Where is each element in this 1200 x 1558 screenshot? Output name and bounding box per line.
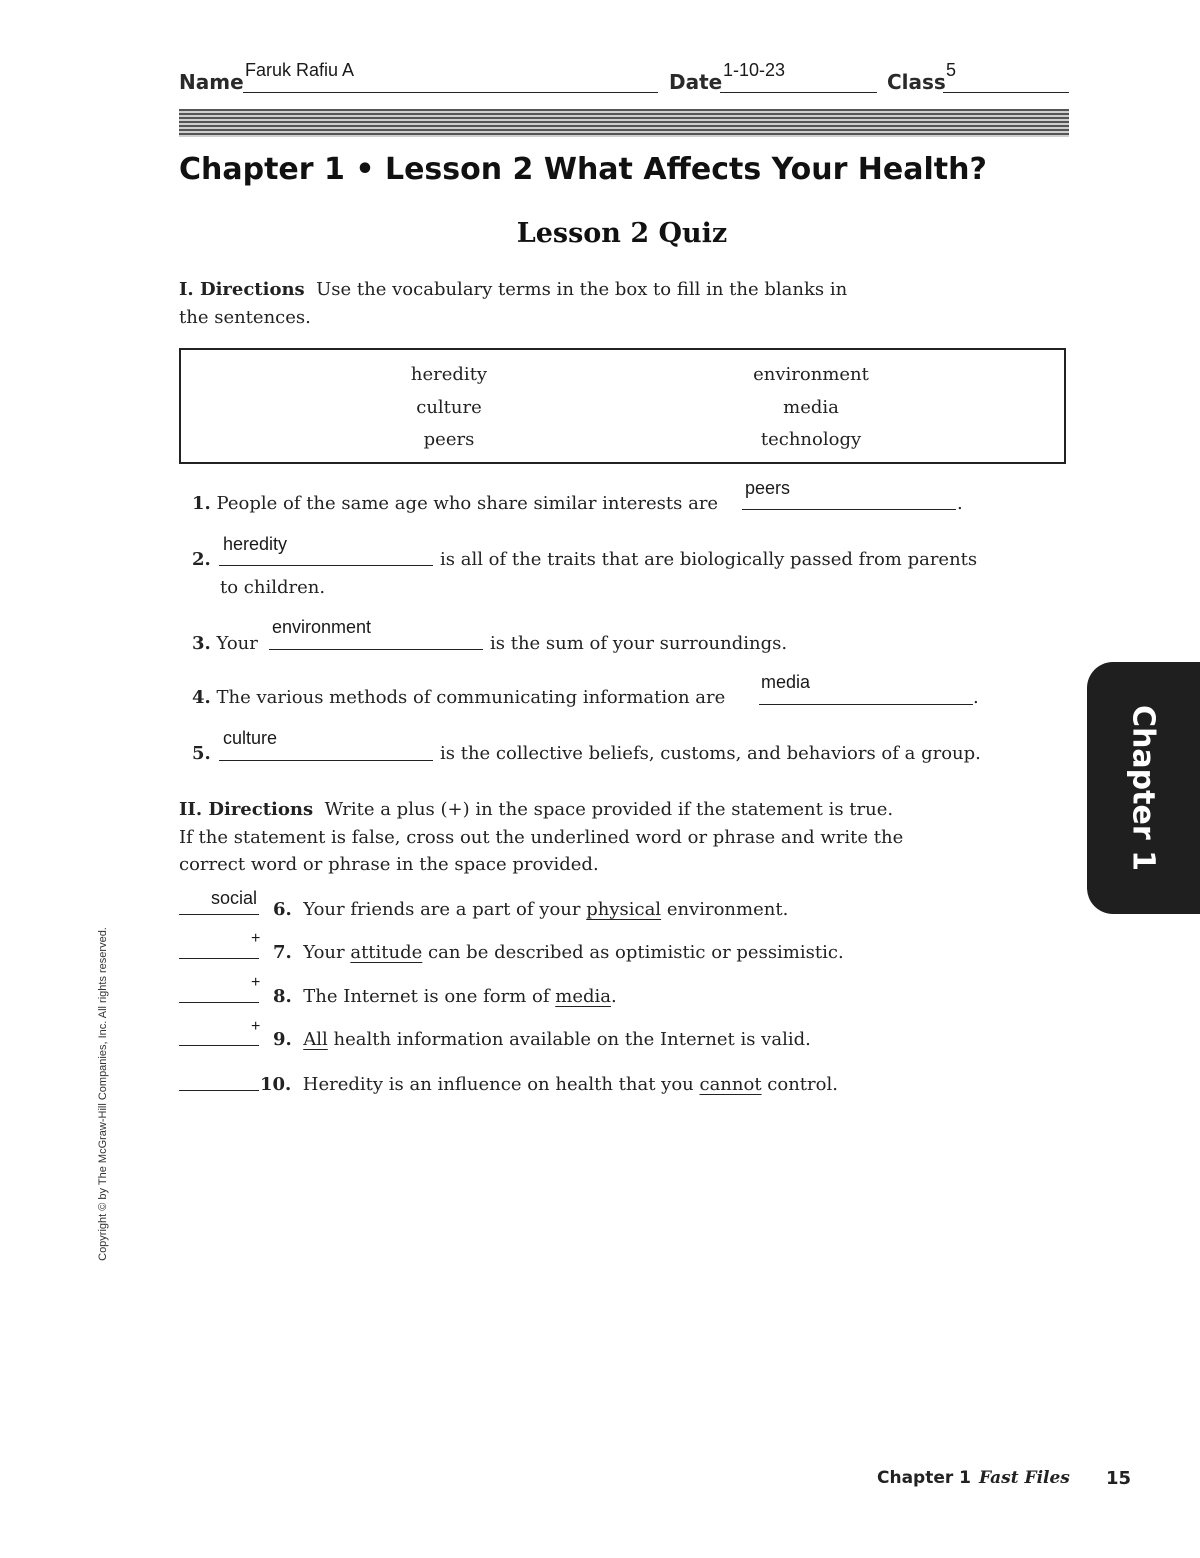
question-number: 10. (260, 1074, 292, 1095)
question-10 (260, 1071, 838, 1099)
question-text: The various methods of communicating information are (216, 687, 726, 708)
question-number: 8. (273, 986, 292, 1007)
answer-4[interactable]: media (761, 672, 811, 692)
answer-blank[interactable] (219, 760, 433, 761)
copyright-notice: Copyright © by The McGraw-Hill Companies, Inc. All rights reserved. (97, 927, 109, 1261)
question-text: The Internet is one form of (303, 986, 550, 1007)
answer-9[interactable]: + (251, 1018, 261, 1035)
question-text: Your (303, 942, 345, 963)
vocab-word: environment (753, 364, 869, 385)
answer-blank[interactable] (219, 565, 433, 566)
question-number: 4. (192, 687, 211, 708)
vocabulary-box (179, 348, 1066, 464)
question-number: 6. (273, 899, 292, 920)
question-text-line2: to children. (220, 577, 326, 598)
underlined-term[interactable]: All (303, 1029, 328, 1050)
date-label: Date (669, 70, 723, 94)
vocab-word: technology (760, 429, 862, 450)
header-stripe-band (179, 109, 1069, 137)
underlined-term[interactable]: physical (586, 899, 662, 920)
answer-blank[interactable] (742, 509, 956, 510)
question-9 (273, 1026, 811, 1054)
question-number: 3. (192, 633, 211, 654)
answer-blank[interactable] (179, 958, 259, 959)
answer-1[interactable]: peers (745, 478, 791, 498)
class-label: Class (887, 70, 946, 94)
answer-blank[interactable] (269, 649, 483, 650)
question-4 (192, 684, 725, 712)
question-text: environment. (666, 899, 789, 920)
part1-directions-line2: the sentences. (179, 307, 311, 328)
underlined-term[interactable]: cannot (699, 1074, 762, 1095)
question-number: 5. (192, 743, 211, 764)
answer-2[interactable]: heredity (223, 534, 288, 554)
part2-directions-text: Write a plus (+) in the space provided if the statement is true. (324, 799, 894, 820)
answer-3[interactable]: environment (272, 617, 372, 637)
question-number: 2. (192, 549, 211, 570)
quiz-title: Lesson 2 Quiz (516, 218, 728, 249)
part1-directions-text: Use the vocabulary terms in the box to fill in the blanks in (316, 279, 848, 300)
vocab-word: peers (423, 429, 475, 450)
question-end: . (957, 493, 963, 514)
answer-5[interactable]: culture (223, 728, 278, 748)
question-text: is the collective beliefs, customs, and behaviors of a group. (440, 743, 981, 764)
footer-book: Fast Files (979, 1468, 1070, 1488)
underlined-term[interactable]: media (555, 986, 611, 1007)
answer-blank[interactable] (179, 1045, 259, 1046)
question-text: Heredity is an influence on health that you (302, 1074, 694, 1095)
part2-directions-label: II. Directions (179, 799, 314, 820)
answer-8[interactable]: + (251, 974, 261, 991)
vocab-word: culture (416, 397, 482, 418)
question-text: . (611, 986, 617, 1007)
answer-blank[interactable] (179, 914, 259, 915)
class-value[interactable]: 5 (946, 60, 957, 80)
class-line (943, 92, 1069, 93)
question-8 (273, 983, 617, 1011)
question-text: is all of the traits that are biologically passed from parents (440, 549, 978, 570)
answer-6[interactable]: social (211, 888, 258, 908)
name-label: Name (179, 70, 244, 94)
underlined-term[interactable]: attitude (350, 942, 423, 963)
name-line (243, 92, 658, 93)
part2-directions (179, 796, 893, 824)
chapter-title: Chapter 1 • Lesson 2 What Affects Your Health? (179, 152, 987, 187)
question-text: control. (767, 1074, 838, 1095)
footer-chapter: Chapter 1 (877, 1468, 972, 1488)
question-text: Your friends are a part of your (303, 899, 581, 920)
question-text: Your (216, 633, 258, 654)
chapter-side-tab-label: Chapter 1 (1125, 705, 1161, 871)
question-3 (192, 630, 258, 658)
question-text: People of the same age who share similar interests are (216, 493, 719, 514)
question-6 (273, 896, 788, 924)
answer-blank[interactable] (179, 1090, 259, 1091)
question-text: is the sum of your surroundings. (490, 633, 788, 654)
question-number: 9. (273, 1029, 292, 1050)
question-number: 1. (192, 493, 211, 514)
question-number: 7. (273, 942, 292, 963)
question-text: can be described as optimistic or pessimistic. (428, 942, 844, 963)
part2-directions-line3: correct word or phrase in the space provided. (179, 854, 599, 875)
footer-page-number: 15 (1106, 1468, 1132, 1489)
answer-7[interactable]: + (251, 930, 261, 947)
vocab-word: media (783, 397, 839, 418)
part1-directions-label: I. Directions (179, 279, 305, 300)
part1-directions (179, 276, 847, 304)
question-text: health information available on the Internet is valid. (333, 1029, 811, 1050)
name-value[interactable]: Faruk Rafiu A (245, 60, 355, 80)
question-7 (273, 939, 844, 967)
date-line (720, 92, 877, 93)
date-value[interactable]: 1-10-23 (723, 60, 786, 80)
vocab-word: heredity (410, 364, 488, 385)
answer-blank[interactable] (759, 704, 973, 705)
part2-directions-line2: If the statement is false, cross out the underlined word or phrase and write the (179, 827, 904, 848)
question-1 (192, 490, 718, 518)
question-end: . (973, 687, 979, 708)
answer-blank[interactable] (179, 1002, 259, 1003)
